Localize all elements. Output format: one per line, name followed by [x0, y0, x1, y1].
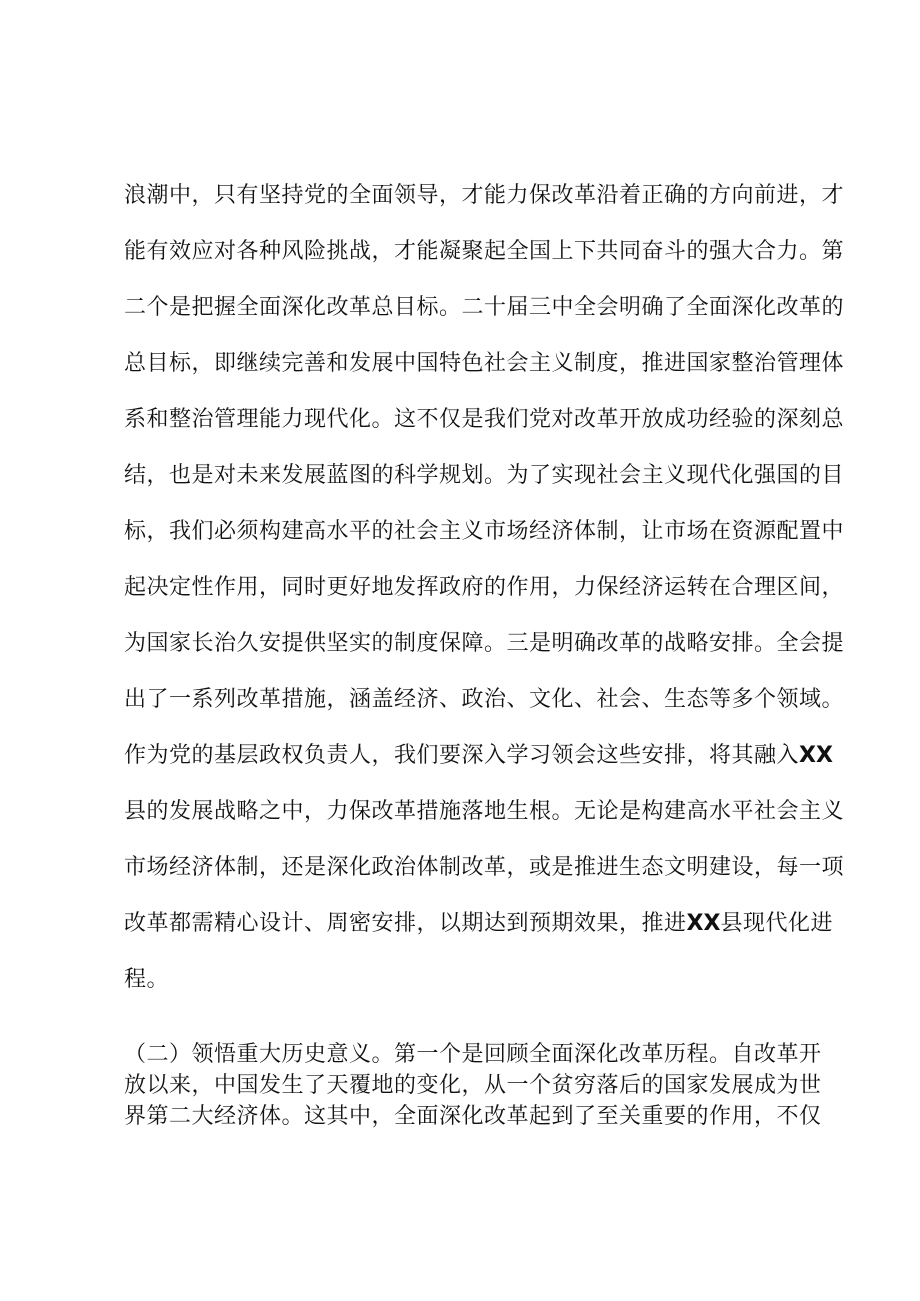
text-segment: 作为党的基层政权负责人，我们要深入学习领会这些安排，将其融入 [124, 743, 800, 768]
text-line: 浪潮中，只有坚持党的全面领导，才能力保改革沿着正确的方向前进，才 [124, 183, 845, 208]
placeholder-xx: XX [799, 743, 833, 768]
text-line: 县的发展战略之中，力保改革措施落地生根。无论是构建高水平社会主义 [124, 799, 845, 824]
text-line: 总目标，即继续完善和发展中国特色社会主义制度，推进国家整治管理体 [124, 351, 845, 376]
text-line [124, 896, 833, 952]
text-line: 起决定性作用，同时更好地发挥政府的作用，力保经济运转在合理区间， [124, 575, 845, 600]
text-line: 标，我们必须构建高水平的社会主义市场经济体制，让市场在资源配置中 [124, 519, 845, 544]
body-paragraph-1 [124, 168, 845, 1008]
body-paragraph-2 [124, 1039, 822, 1132]
text-segment: 县现代化进 [720, 911, 833, 936]
text-line: （二）领悟重大历史意义。第一个是回顾全面深化改革历程。自改革开 [124, 1042, 822, 1067]
text-line: 出了一系列改革措施，涵盖经济、政治、文化、社会、生态等多个领域。 [124, 687, 845, 712]
text-segment: 改革都需精心设计、周密安排，以期达到预期效果，推进 [124, 911, 687, 936]
placeholder-xx: XX [686, 911, 721, 936]
text-line: 二个是把握全面深化改革总目标。二十届三中全会明确了全面深化改革的 [124, 295, 845, 320]
text-line: 界第二大经济体。这其中，全面深化改革起到了至关重要的作用，不仅 [124, 1104, 822, 1129]
text-line: 程。 [124, 967, 170, 992]
text-line: 为国家长治久安提供坚实的制度保障。三是明确改革的战略安排。全会提 [124, 631, 845, 656]
text-line: 结，也是对未来发展蓝图的科学规划。为了实现社会主义现代化强国的目 [124, 463, 845, 488]
text-line: 放以来，中国发生了天覆地的变化，从一个贫穷落后的国家发展成为世 [124, 1073, 822, 1098]
text-line: 能有效应对各种风险挑战，才能凝聚起全国上下共同奋斗的强大合力。第 [124, 239, 845, 264]
text-line: 系和整治管理能力现代化。这不仅是我们党对改革开放成功经验的深刻总 [124, 407, 845, 432]
text-line [124, 728, 833, 784]
text-line: 市场经济体制，还是深化政治体制改革，或是推进生态文明建设，每一项 [124, 855, 845, 880]
